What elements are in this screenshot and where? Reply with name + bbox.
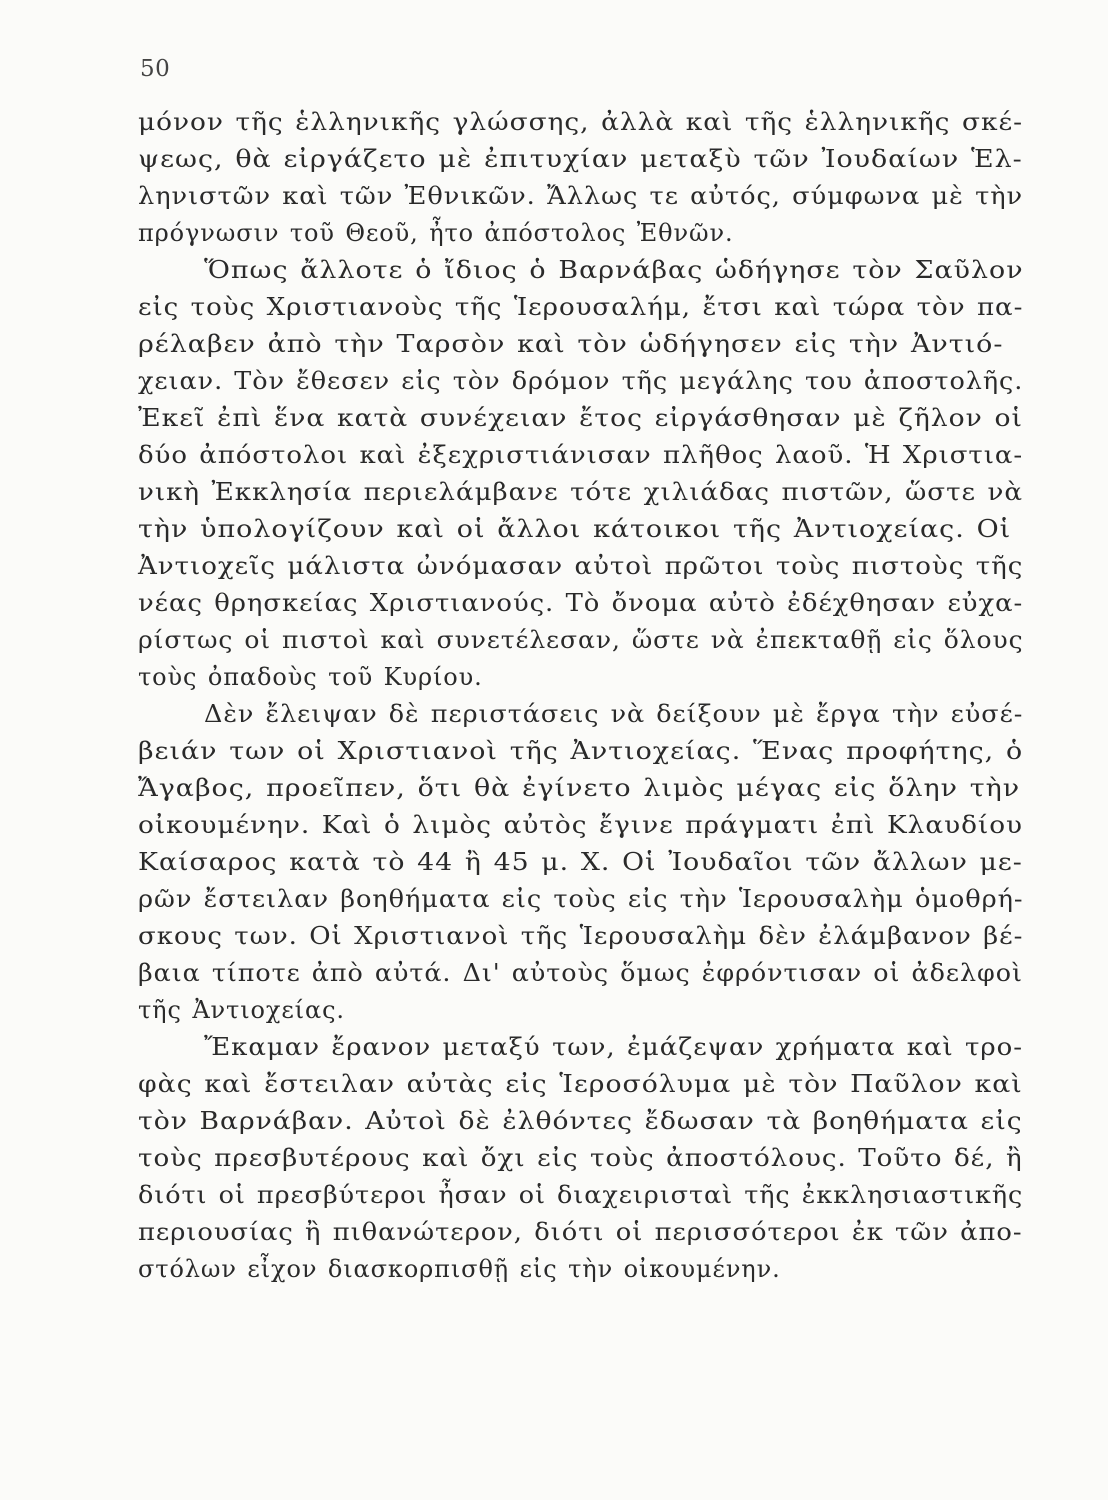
text-line: ψεως, θὰ εἰργάζετο μὲ ἐπιτυχίαν μεταξὺ τῶν Ἰουδαίων Ἑλ- [138, 145, 1023, 173]
text-line: Ἐκεῖ ἐπὶ ἕνα κατὰ συνέχειαν ἔτος εἰργάσθησαν μὲ ζῆλον οἱ [138, 404, 1023, 432]
text-line: στόλων εἶχον διασκορπισθῇ εἰς τὴν οἰκουμένην. [138, 1255, 781, 1283]
text-line: Ἀντιοχεῖς μάλιστα ὠνόμασαν αὐτοὶ πρῶτοι τοὺς πιστοὺς τῆς [138, 552, 1024, 580]
text-line: σκους των. Οἱ Χριστιανοὶ τῆς Ἱερουσαλὴμ δὲν ἐλάμβανον βέ- [138, 922, 1024, 950]
text-line: Ὅπως ἄλλοτε ὁ ἴδιος ὁ Βαρνάβας ὡδήγησε τὸν Σαῦλον [204, 256, 1024, 284]
text-line: τῆς Ἀντιοχείας. [138, 996, 345, 1024]
text-line: νέας θρησκείας Χριστιανούς. Τὸ ὄνομα αὐτὸ ἐδέχθησαν εὐχα- [138, 589, 1024, 617]
text-line: ληνιστῶν καὶ τῶν Ἐθνικῶν. Ἄλλως τε αὐτός, σύμφωνα μὲ τὴν [138, 182, 1024, 210]
text-line: φὰς καὶ ἔστειλαν αὐτὰς εἰς Ἱεροσόλυμα μὲ τὸν Παῦλον καὶ [138, 1070, 1023, 1098]
text-line: ρῶν ἔστειλαν βοηθήματα εἰς τοὺς εἰς τὴν Ἱερουσαλὴμ ὁμοθρή- [138, 885, 1024, 913]
page-number: 50 [140, 56, 171, 82]
text-line: περιουσίας ἢ πιθανώτερον, διότι οἱ περισσότεροι ἐκ τῶν ἀπο- [138, 1218, 1023, 1246]
text-line: τὸν Βαρνάβαν. Αὐτοὶ δὲ ἐλθόντες ἔδωσαν τὰ βοηθήματα εἰς [138, 1107, 1023, 1135]
text-line: πρόγνωσιν τοῦ Θεοῦ, ἦτο ἀπόστολος Ἐθνῶν. [138, 219, 734, 247]
text-line: Δὲν ἔλειψαν δὲ περιστάσεις νὰ δείξουν μὲ ἔργα τὴν εὐσέ- [204, 700, 1024, 728]
text-line: τοὺς ὀπαδοὺς τοῦ Κυρίου. [138, 663, 483, 691]
text-line: εἰς τοὺς Χριστιανοὺς τῆς Ἱερουσαλήμ, ἔτσι καὶ τώρα τὸν πα- [138, 293, 1024, 321]
text-line: ρέλαβεν ἀπὸ τὴν Ταρσὸν καὶ τὸν ὡδήγησεν εἰς τὴν Ἀντιό- [138, 330, 1004, 358]
text-line: βαια τίποτε ἀπὸ αὐτά. Δι' αὐτοὺς ὅμως ἐφρόντισαν οἱ ἀδελφοὶ [138, 959, 1023, 987]
text-line: διότι οἱ πρεσβύτεροι ἦσαν οἱ διαχειρισταὶ τῆς ἐκκλησιαστικῆς [138, 1181, 1024, 1209]
text-line: μόνον τῆς ἑλληνικῆς γλώσσης, ἀλλὰ καὶ τῆς ἑλληνικῆς σκέ- [138, 108, 1024, 136]
text-line: χειαν. Τὸν ἔθεσεν εἰς τὸν δρόμον τῆς μεγάλης του ἀποστολῆς. [138, 367, 1024, 395]
text-line: Καίσαρος κατὰ τὸ 44 ἢ 45 μ. Χ. Οἱ Ἰουδαῖοι τῶν ἄλλων με- [138, 848, 1023, 876]
text-line: οἰκουμένην. Καὶ ὁ λιμὸς αὐτὸς ἔγινε πράγματι ἐπὶ Κλαυδίου [138, 811, 1024, 839]
text-line: Ἄγαβος, προεῖπεν, ὅτι θὰ ἐγίνετο λιμὸς μέγας εἰς ὅλην τὴν [138, 774, 1021, 802]
text-line: νικὴ Ἐκκλησία περιελάμβανε τότε χιλιάδας πιστῶν, ὥστε νὰ [138, 478, 1023, 506]
text-line: τοὺς πρεσβυτέρους καὶ ὄχι εἰς τοὺς ἀποστόλους. Τοῦτο δέ, ἢ [138, 1144, 1023, 1172]
text-line: Ἔκαμαν ἔρανον μεταξύ των, ἐμάζεψαν χρήματα καὶ τρο- [204, 1033, 1023, 1061]
text-line: δύο ἀπόστολοι καὶ ἐξεχριστιάνισαν πλῆθος λαοῦ. Ἡ Χριστια- [138, 441, 1024, 469]
text-line: ρίστως οἱ πιστοὶ καὶ συνετέλεσαν, ὥστε νὰ ἐπεκταθῇ εἰς ὅλους [138, 626, 1024, 654]
text-line: τὴν ὑπολογίζουν καὶ οἱ ἄλλοι κάτοικοι τῆς Ἀντιοχείας. Οἱ [138, 515, 1012, 543]
text-line: βειάν των οἱ Χριστιανοὶ τῆς Ἀντιοχείας. Ἕνας προφήτης, ὁ [138, 737, 1024, 765]
